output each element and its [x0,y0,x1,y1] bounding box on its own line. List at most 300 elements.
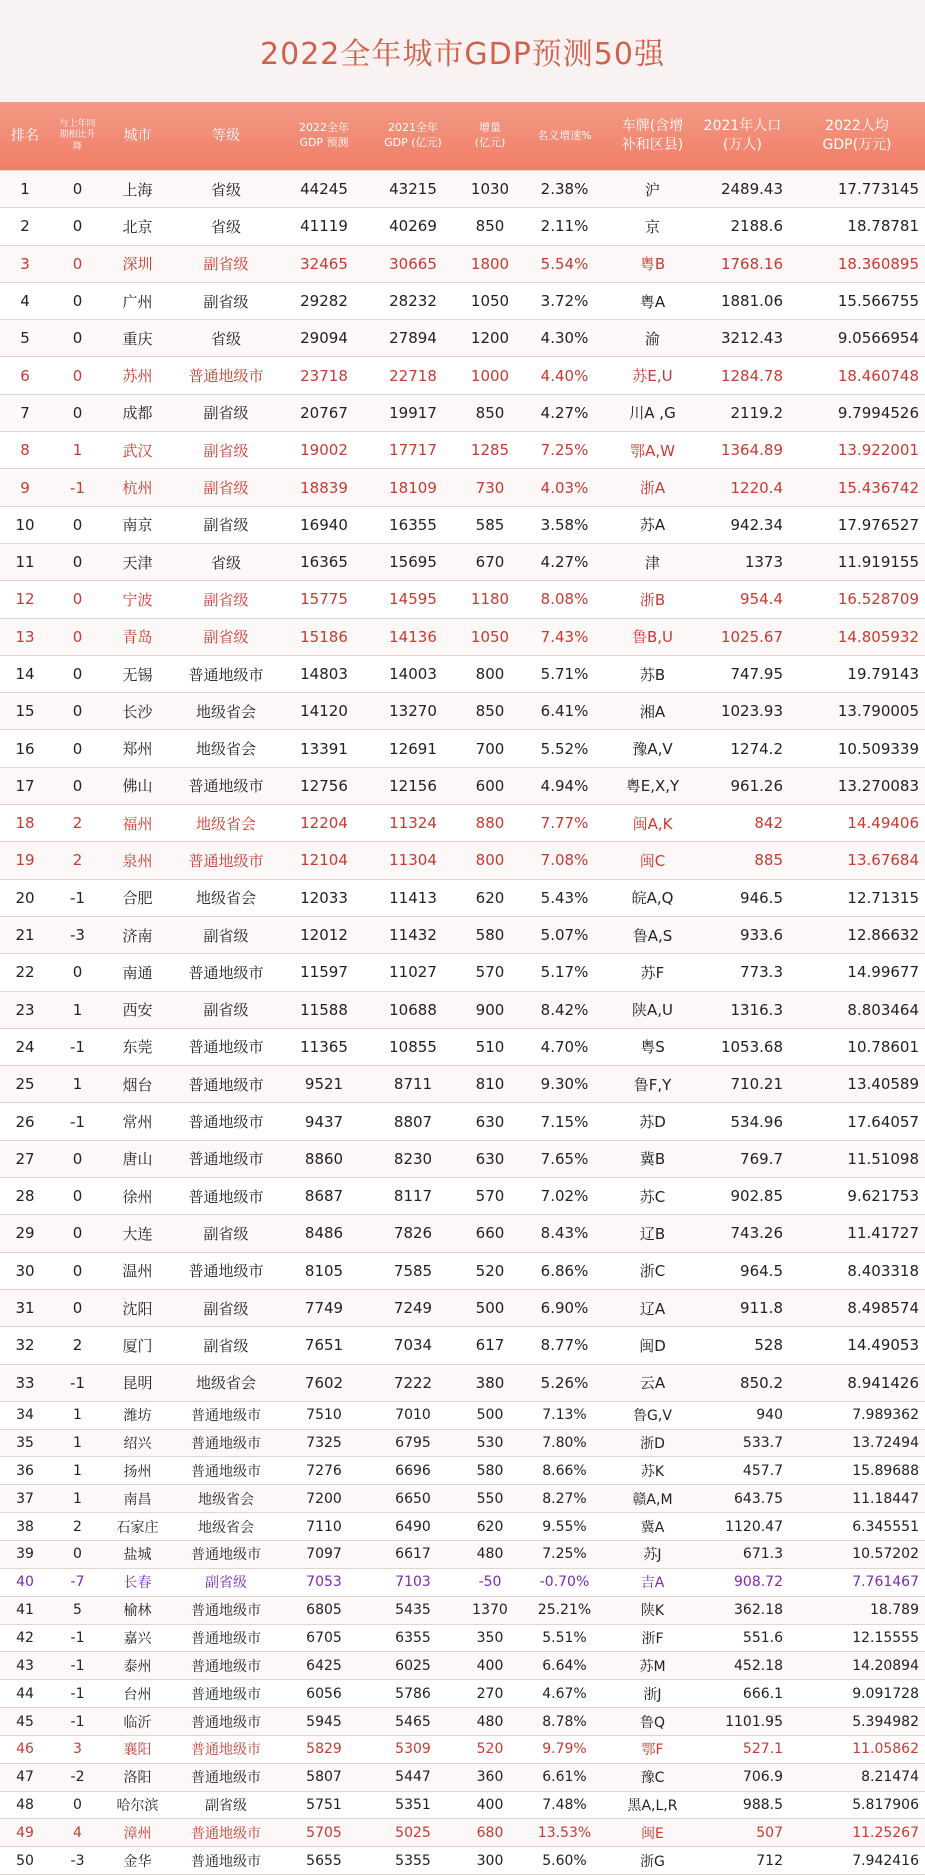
gdp-2021-cell: 7010 [395,1407,431,1424]
per-capita-cell: 15.566755 [837,292,919,311]
level-cell: 副省级 [203,1336,249,1355]
level-cell: 普通地级市 [188,777,264,796]
growth-cell: 5.71% [540,665,589,683]
gdp-2022-cell: 12033 [300,888,348,907]
increment-cell: 510 [475,1037,505,1056]
table-row [0,246,925,283]
gdp-2021-cell: 14136 [389,627,437,646]
city-cell: 大连 [122,1224,153,1243]
change-cell: 2 [72,1336,83,1355]
growth-cell: 6.61% [542,1769,587,1786]
level-cell: 地级省会 [195,889,256,908]
change-cell: 0 [72,963,83,982]
rank-cell: 47 [16,1769,34,1786]
growth-cell: 4.03% [540,478,589,497]
growth-cell: 9.55% [542,1518,587,1535]
gdp-2021-cell: 11027 [389,963,437,982]
plate-cell: 苏J [643,1547,662,1564]
table-row [0,1029,925,1066]
growth-cell: 7.25% [540,441,589,460]
gdp-2021-cell: 6650 [395,1490,431,1507]
gdp-2022-cell: 6425 [306,1657,342,1674]
level-cell: 副省级 [203,292,249,311]
change-cell: 2 [73,1518,82,1535]
increment-cell: 570 [475,963,505,982]
per-capita-cell: 13.67684 [847,851,919,870]
growth-cell: 4.40% [540,366,589,385]
gdp-2021-cell: 13270 [389,702,437,721]
gdp-2021-cell: 7103 [395,1574,431,1591]
table-row [0,917,925,954]
change-cell: 3 [73,1741,82,1758]
per-capita-cell: 8.498574 [847,1299,919,1318]
per-capita-cell: 12.15555 [852,1629,919,1646]
gdp-2021-cell: 12691 [389,739,437,758]
rank-cell: 14 [15,665,35,683]
city-cell: 温州 [122,1262,153,1281]
rank-cell: 48 [16,1797,34,1814]
change-cell: 0 [72,1224,83,1243]
change-cell: -3 [70,1852,85,1869]
population-cell: 527.1 [742,1741,783,1758]
gdp-2022-cell: 7110 [306,1518,342,1535]
change-cell: 1 [73,1435,82,1452]
per-capita-cell: 14.49053 [847,1336,919,1355]
level-cell: 副省级 [203,628,249,647]
change-cell: 0 [72,180,83,199]
per-capita-cell: 18.78781 [847,217,919,236]
table-row [0,1103,925,1140]
increment-cell: 730 [475,478,505,497]
increment-cell: 800 [475,665,505,683]
per-capita-cell: 9.091728 [852,1685,919,1702]
increment-cell: 360 [476,1769,504,1786]
level-cell: 地级省会 [195,740,256,759]
city-cell: 襄阳 [123,1742,152,1759]
table-row [0,1569,925,1597]
gdp-2021-cell: 18109 [389,478,437,497]
rank-cell: 16 [15,739,35,758]
table-row [0,1457,925,1485]
population-cell: 2119.2 [730,403,783,422]
level-cell: 省级 [210,553,241,572]
population-cell: 1101.95 [725,1713,783,1730]
gdp-2022-cell: 6805 [306,1602,342,1619]
table-row [0,1141,925,1178]
increment-cell: 300 [476,1852,504,1869]
change-cell: -2 [70,1769,85,1786]
population-cell: 3212.43 [720,329,783,348]
city-cell: 佛山 [122,777,153,796]
population-cell: 1053.68 [720,1037,783,1056]
change-cell: 2 [72,851,83,870]
population-cell: 457.7 [742,1462,783,1479]
table-row [0,171,925,208]
gdp-2022-cell: 14120 [300,702,348,721]
rank-cell: 8 [20,441,30,460]
gdp-2021-cell: 12156 [389,776,437,795]
city-cell: 宁波 [122,590,153,609]
growth-cell: 5.60% [542,1852,587,1869]
level-cell: 普通地级市 [191,1547,261,1564]
table-header [0,102,925,171]
plate-cell: 川A ,G [629,404,676,423]
city-cell: 重庆 [122,329,153,348]
per-capita-cell: 13.270083 [837,776,919,795]
gdp-2022-cell: 11588 [300,1000,348,1019]
rank-cell: 24 [15,1037,35,1056]
city-cell: 成都 [122,404,153,423]
population-cell: 1120.47 [725,1518,783,1535]
city-cell: 深圳 [122,255,153,274]
per-capita-cell: 11.51098 [847,1149,919,1168]
population-cell: 507 [756,1824,783,1841]
gdp-2022-cell: 12104 [300,851,348,870]
gdp-2022-cell: 29094 [300,329,348,348]
table-row [0,1680,925,1708]
per-capita-cell: 17.773145 [837,180,919,199]
change-cell: 1 [73,1490,82,1507]
gdp-2022-cell: 8687 [304,1187,344,1206]
change-cell: 0 [72,217,83,236]
rank-cell: 46 [16,1741,34,1758]
increment-cell: 1030 [470,180,510,199]
level-cell: 地级省会 [195,1374,256,1393]
increment-cell: 700 [475,739,505,758]
gdp-2022-cell: 7276 [306,1462,342,1479]
per-capita-cell: 9.7994526 [837,403,919,422]
population-cell: 362.18 [734,1602,783,1619]
population-cell: 671.3 [742,1546,783,1563]
change-cell: 2 [72,814,83,833]
rank-cell: 5 [20,329,30,348]
plate-cell: 苏E,U [632,367,673,386]
gdp-2022-cell: 15186 [300,627,348,646]
gdp-2021-cell: 7249 [393,1299,433,1318]
city-cell: 烟台 [122,1075,153,1094]
rank-cell: 26 [15,1112,35,1131]
rank-cell: 11 [15,553,35,572]
change-cell: 0 [72,515,83,534]
gdp-2021-cell: 28232 [389,292,437,311]
gdp-2022-cell: 15775 [300,590,348,609]
rank-cell: 50 [16,1852,34,1869]
header-population: 2021年人口 (万人) [703,118,782,153]
plate-cell: 浙F [641,1630,664,1647]
change-cell: 0 [72,1149,83,1168]
city-cell: 扬州 [123,1463,152,1480]
population-cell: 1881.06 [720,292,783,311]
plate-cell: 鲁Q [639,1714,666,1731]
gdp-2021-cell: 11304 [389,851,437,870]
population-cell: 1274.2 [730,739,783,758]
header-plate: 车牌(含增 补和区县) [621,118,684,153]
header-change: 与上年同 期相比升 降 [59,119,96,152]
rank-cell: 36 [16,1462,34,1479]
table-row [0,1764,925,1792]
change-cell: 4 [73,1824,82,1841]
gdp-2022-cell: 7602 [304,1373,344,1392]
table-row [0,469,925,506]
level-cell: 普通地级市 [188,1262,264,1281]
growth-cell: 8.08% [540,590,589,609]
per-capita-cell: 9.621753 [847,1187,919,1206]
header-gdp-2022: 2022全年 GDP 预测 [299,121,349,149]
rank-cell: 2 [20,217,30,236]
growth-cell: 8.42% [540,1000,589,1019]
plate-cell: 鲁A,S [632,926,673,945]
table-row [0,1597,925,1625]
plate-cell: 湘A [639,702,666,721]
gdp-2022-cell: 8105 [304,1261,344,1280]
plate-cell: 闽C [639,851,666,870]
per-capita-cell: 13.72494 [852,1435,919,1452]
growth-cell: 3.72% [540,292,589,311]
gdp-2022-cell: 18839 [300,478,348,497]
gdp-2021-cell: 6696 [395,1462,431,1479]
level-cell: 副省级 [203,926,249,945]
rank-cell: 21 [15,926,35,945]
change-cell: 1 [73,1462,82,1479]
page-title: 2022全年城市GDP预测50强 [0,0,925,102]
header-rank: 排名 [11,127,39,144]
increment-cell: 880 [475,814,505,833]
per-capita-cell: 11.05862 [852,1741,919,1758]
growth-cell: 6.86% [540,1261,589,1280]
gdp-2022-cell: 5751 [306,1797,342,1814]
per-capita-cell: 17.976527 [837,515,919,534]
gdp-2021-cell: 5355 [395,1852,431,1869]
level-cell: 副省级 [203,479,249,498]
population-cell: 964.5 [740,1261,783,1280]
rank-cell: 22 [15,963,35,982]
plate-cell: 陕A,U [631,1001,673,1020]
rank-cell: 4 [20,292,30,311]
gdp-2022-cell: 9521 [304,1075,344,1094]
rank-cell: 19 [15,851,35,870]
growth-cell: 5.17% [540,963,589,982]
header-level: 等级 [212,127,240,144]
level-cell: 普通地级市 [188,367,264,386]
city-cell: 盐城 [123,1547,152,1564]
per-capita-cell: 5.817906 [852,1797,919,1814]
per-capita-cell: 16.528709 [837,590,919,609]
gdp-2021-cell: 16355 [389,515,437,534]
level-cell: 普通地级市 [188,1113,264,1132]
level-cell: 副省级 [205,1575,247,1592]
table-row [0,1365,925,1402]
level-cell: 地级省会 [198,1491,254,1508]
level-cell: 普通地级市 [191,1770,261,1787]
growth-cell: 4.27% [540,403,589,422]
plate-cell: 闽D [639,1336,666,1355]
growth-cell: 2.11% [540,217,589,236]
growth-cell: 6.90% [540,1299,589,1318]
population-cell: 842 [754,814,783,833]
increment-cell: 1050 [470,627,510,646]
change-cell: 1 [73,1407,82,1424]
gdp-2021-cell: 14595 [389,590,437,609]
rank-cell: 37 [16,1490,34,1507]
gdp-2021-cell: 30665 [389,254,437,273]
change-cell: -1 [70,1685,85,1702]
per-capita-cell: 12.71315 [847,888,919,907]
city-cell: 青岛 [122,628,153,647]
table-row [0,1290,925,1327]
per-capita-cell: 15.436742 [837,478,919,497]
plate-cell: 苏F [640,963,665,982]
gdp-2022-cell: 16940 [300,515,348,534]
gdp-2021-cell: 6025 [395,1657,431,1674]
table-row [0,880,925,917]
change-cell: -1 [70,1629,85,1646]
level-cell: 普通地级市 [191,1853,261,1870]
growth-cell: 6.64% [542,1657,587,1674]
gdp-2021-cell: 10688 [389,1000,437,1019]
rank-cell: 10 [15,515,35,534]
level-cell: 副省级 [205,1798,247,1815]
gdp-2021-cell: 22718 [389,366,437,385]
rank-cell: 34 [16,1407,34,1424]
gdp-2021-cell: 8117 [393,1187,433,1206]
growth-cell: 9.30% [540,1075,589,1094]
population-cell: 850.2 [740,1373,783,1392]
plate-cell: 辽A [639,1299,666,1318]
level-cell: 普通地级市 [191,1436,261,1453]
plate-cell: 赣A,M [632,1491,673,1508]
plate-cell: 粤E,X,Y [625,777,680,796]
change-cell: 1 [72,1075,83,1094]
per-capita-cell: 7.761467 [852,1574,919,1591]
level-cell: 普通地级市 [191,1630,261,1647]
population-cell: 940 [756,1407,783,1424]
gdp-2022-cell: 8860 [304,1149,344,1168]
increment-cell: -50 [478,1574,502,1591]
change-cell: 0 [73,1797,82,1814]
population-cell: 1284.78 [720,366,783,385]
table-row [0,1066,925,1103]
growth-cell: 8.77% [540,1336,589,1355]
per-capita-cell: 8.803464 [847,1000,919,1019]
change-cell: 0 [72,1261,83,1280]
level-cell: 副省级 [203,441,249,460]
increment-cell: 400 [476,1657,504,1674]
table-row [0,656,925,693]
gdp-2021-cell: 11324 [389,814,437,833]
table-row [0,730,925,767]
city-cell: 沈阳 [122,1299,153,1318]
increment-cell: 400 [476,1797,504,1814]
gdp-2022-cell: 29282 [300,292,348,311]
gdp-2021-cell: 7826 [393,1224,433,1243]
rank-cell: 20 [15,888,35,907]
city-cell: 长沙 [122,702,153,721]
city-cell: 南通 [122,963,153,982]
gdp-2022-cell: 11597 [300,963,348,982]
per-capita-cell: 8.21474 [861,1769,919,1786]
change-cell: -1 [70,1713,85,1730]
growth-cell: 3.58% [540,515,589,534]
rank-cell: 3 [20,254,30,273]
per-capita-cell: 8.403318 [847,1261,919,1280]
table-row [0,693,925,730]
population-cell: 2188.6 [730,217,783,236]
growth-cell: 5.43% [540,888,589,907]
growth-cell: 7.02% [540,1187,589,1206]
gdp-2021-cell: 5351 [395,1797,431,1814]
population-cell: 1373 [744,553,783,572]
level-cell: 普通地级市 [191,1714,261,1731]
growth-cell: -0.70% [539,1574,590,1591]
population-cell: 666.1 [742,1685,783,1702]
per-capita-cell: 19.79143 [847,665,919,683]
level-cell: 普通地级市 [191,1658,261,1675]
gdp-2022-cell: 5829 [306,1741,342,1758]
gdp-2021-cell: 15695 [389,553,437,572]
per-capita-cell: 9.0566954 [837,329,919,348]
increment-cell: 800 [475,851,505,870]
per-capita-cell: 18.360895 [837,254,919,273]
increment-cell: 670 [475,553,505,572]
gdp-2021-cell: 11432 [389,926,437,945]
rank-cell: 35 [16,1435,34,1452]
gdp-2022-cell: 12204 [300,814,348,833]
gdp-2021-cell: 7222 [393,1373,433,1392]
level-cell: 副省级 [203,1001,249,1020]
increment-cell: 480 [476,1713,504,1730]
gdp-2022-cell: 7749 [304,1299,344,1318]
change-cell: 0 [72,403,83,422]
gdp-2021-cell: 6355 [395,1629,431,1646]
increment-cell: 570 [475,1187,505,1206]
per-capita-cell: 10.78601 [847,1037,919,1056]
rank-cell: 23 [15,1000,35,1019]
table-row [0,395,925,432]
rank-cell: 1 [20,180,30,199]
plate-cell: 粤A [639,292,666,311]
table-row [0,357,925,394]
per-capita-cell: 18.789 [870,1602,919,1619]
growth-cell: 7.25% [542,1546,587,1563]
increment-cell: 530 [476,1435,504,1452]
city-cell: 榆林 [123,1603,152,1620]
level-cell: 地级省会 [198,1519,254,1536]
level-cell: 普通地级市 [191,1408,261,1425]
growth-cell: 5.26% [540,1373,589,1392]
level-cell: 副省级 [203,516,249,535]
gdp-2022-cell: 5655 [306,1852,342,1869]
per-capita-cell: 10.509339 [837,739,919,758]
change-cell: 0 [72,292,83,311]
city-cell: 台州 [123,1686,152,1703]
table-row [0,1541,925,1569]
gdp-2022-cell: 7510 [306,1407,342,1424]
city-cell: 无锡 [122,665,153,684]
city-cell: 厦门 [122,1336,153,1355]
population-cell: 885 [754,851,783,870]
city-cell: 泉州 [122,851,153,870]
level-cell: 普通地级市 [188,1150,264,1169]
gdp-2022-cell: 5807 [306,1769,342,1786]
increment-cell: 680 [476,1824,504,1841]
plate-cell: 豫C [640,1770,665,1787]
growth-cell: 5.51% [542,1629,587,1646]
population-cell: 2489.43 [720,180,783,199]
per-capita-cell: 12.86632 [847,926,919,945]
increment-cell: 660 [475,1224,505,1243]
population-cell: 954.4 [740,590,783,609]
header-increment: 增量 (亿元) [474,121,506,149]
